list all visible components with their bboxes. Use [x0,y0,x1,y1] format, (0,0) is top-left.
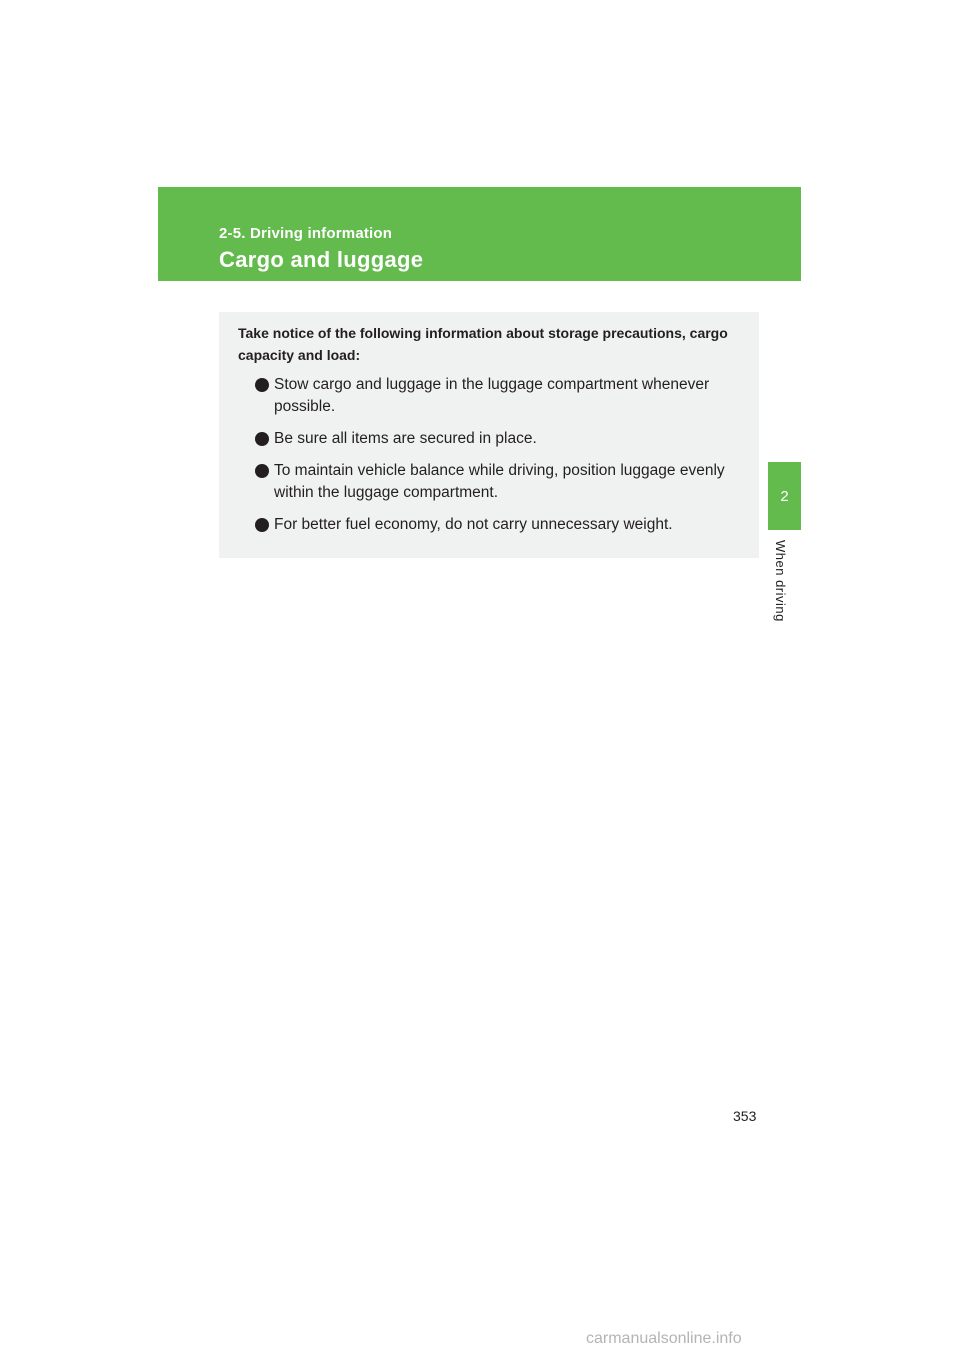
chapter-tab [768,462,801,530]
chapter-name: When driving [773,540,788,622]
intro-text: Take notice of the following information about storage precautions, cargo capacity and load: [238,325,728,363]
bullet-icon [255,378,269,392]
watermark: carmanualsonline.info [586,1330,742,1347]
list-item-text: Be sure all items are secured in place. [274,430,537,447]
list-item [255,514,745,536]
bullet-list [255,374,745,546]
header-band [158,187,801,281]
page-number: 353 [733,1108,757,1124]
section-label: 2-5. Driving information [219,225,393,242]
bullet-icon [255,518,269,532]
list-item [255,460,745,504]
list-item [255,374,745,418]
page-title: Cargo and luggage [219,247,424,272]
chapter-number: 2 [780,487,789,505]
list-item-text: Stow cargo and luggage in the luggage compartment whenever possible. [274,376,710,415]
list-item-text: To maintain vehicle balance while driving, position luggage evenly within the luggage compartment. [274,462,725,501]
list-item [255,428,745,450]
info-box [219,312,759,558]
list-item-text: For better fuel economy, do not carry unnecessary weight. [274,516,673,533]
bullet-icon [255,464,269,478]
bullet-icon [255,432,269,446]
